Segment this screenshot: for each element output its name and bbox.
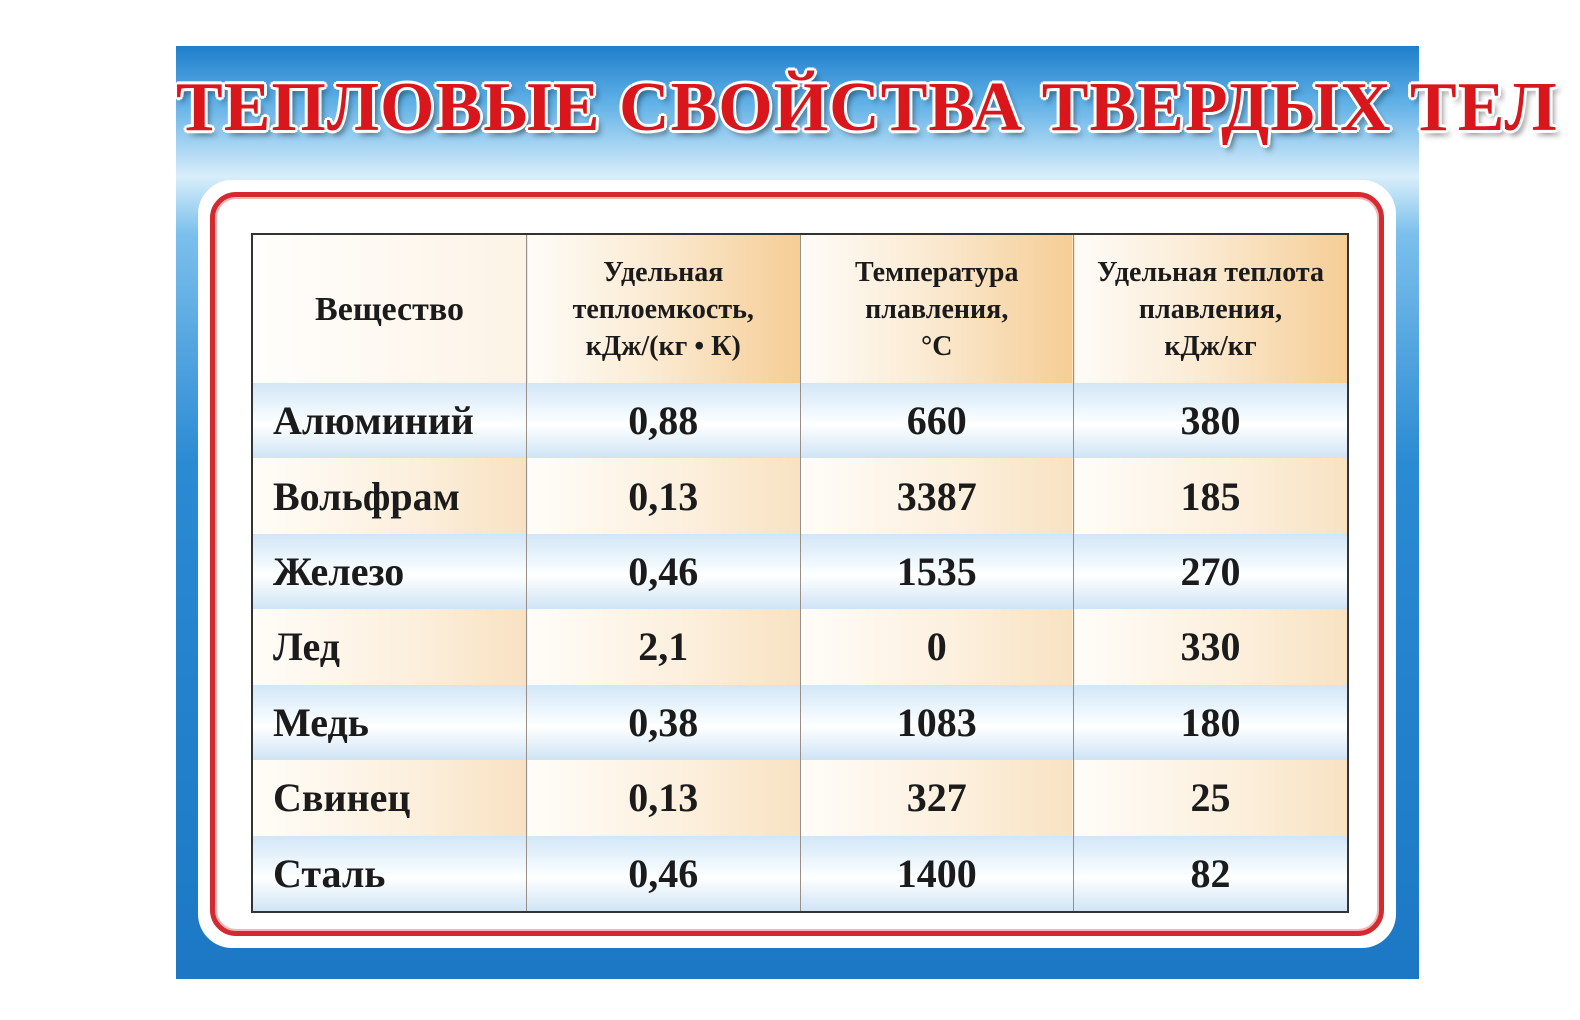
- header-fusion-heat-line-2: плавления,: [1138, 293, 1283, 325]
- header-melting-temp: [800, 235, 1074, 383]
- cell-substance: Алюминий: [253, 383, 527, 458]
- cell-fusion-heat: 185: [1074, 458, 1348, 533]
- header-heat-capacity-line-1: Удельная: [603, 256, 724, 288]
- cell-substance: Свинец: [253, 760, 527, 835]
- cell-fusion-heat: 270: [1074, 534, 1348, 609]
- cell-substance: Медь: [253, 685, 527, 760]
- header-fusion-heat: [1074, 235, 1348, 383]
- cell-fusion-heat: 82: [1074, 836, 1348, 911]
- cell-melting-temp: 660: [800, 383, 1074, 458]
- properties-table: [253, 235, 1347, 911]
- header-melting-temp-line-2: плавления,: [865, 293, 1009, 325]
- cell-melting-temp: 3387: [800, 458, 1074, 533]
- table-row: [253, 609, 1347, 684]
- table-header-row: [253, 235, 1347, 383]
- cell-fusion-heat: 25: [1074, 760, 1348, 835]
- cell-heat-capacity: 0,13: [527, 760, 801, 835]
- header-heat-capacity: [527, 235, 801, 383]
- table-container: [251, 233, 1349, 913]
- table-row: [253, 383, 1347, 458]
- table-row: [253, 836, 1347, 911]
- cell-heat-capacity: 0,46: [527, 534, 801, 609]
- cell-heat-capacity: 0,38: [527, 685, 801, 760]
- cell-heat-capacity: 0,88: [527, 383, 801, 458]
- cell-heat-capacity: 0,13: [527, 458, 801, 533]
- header-fusion-heat-line-3: кДж/кг: [1164, 330, 1257, 362]
- table-row: [253, 458, 1347, 533]
- table-frame-border: [210, 192, 1384, 936]
- poster-title: ТЕПЛОВЫЕ СВОЙСТВА ТВЕРДЫХ ТЕЛ: [176, 69, 1558, 146]
- cell-melting-temp: 1535: [800, 534, 1074, 609]
- header-melting-temp-line-3: °С: [921, 330, 953, 362]
- cell-substance: Сталь: [253, 836, 527, 911]
- cell-melting-temp: 1083: [800, 685, 1074, 760]
- table-frame: [198, 180, 1396, 948]
- table-row: [253, 685, 1347, 760]
- header-fusion-heat-line-1: Удельная теплота: [1097, 256, 1324, 288]
- cell-fusion-heat: 330: [1074, 609, 1348, 684]
- cell-melting-temp: 0: [800, 609, 1074, 684]
- cell-substance: Вольфрам: [253, 458, 527, 533]
- header-substance: Вещество: [253, 235, 527, 383]
- cell-melting-temp: 1400: [800, 836, 1074, 911]
- cell-melting-temp: 327: [800, 760, 1074, 835]
- table-row: [253, 534, 1347, 609]
- cell-heat-capacity: 0,46: [527, 836, 801, 911]
- header-heat-capacity-line-3: кДж/(кг • К): [585, 330, 741, 362]
- header-heat-capacity-line-2: теплоемкость,: [572, 293, 754, 325]
- poster: [176, 46, 1558, 979]
- cell-fusion-heat: 380: [1074, 383, 1348, 458]
- table-row: [253, 760, 1347, 835]
- header-melting-temp-line-1: Температура: [855, 256, 1019, 288]
- cell-substance: Железо: [253, 534, 527, 609]
- cell-substance: Лед: [253, 609, 527, 684]
- cell-heat-capacity: 2,1: [527, 609, 801, 684]
- cell-fusion-heat: 180: [1074, 685, 1348, 760]
